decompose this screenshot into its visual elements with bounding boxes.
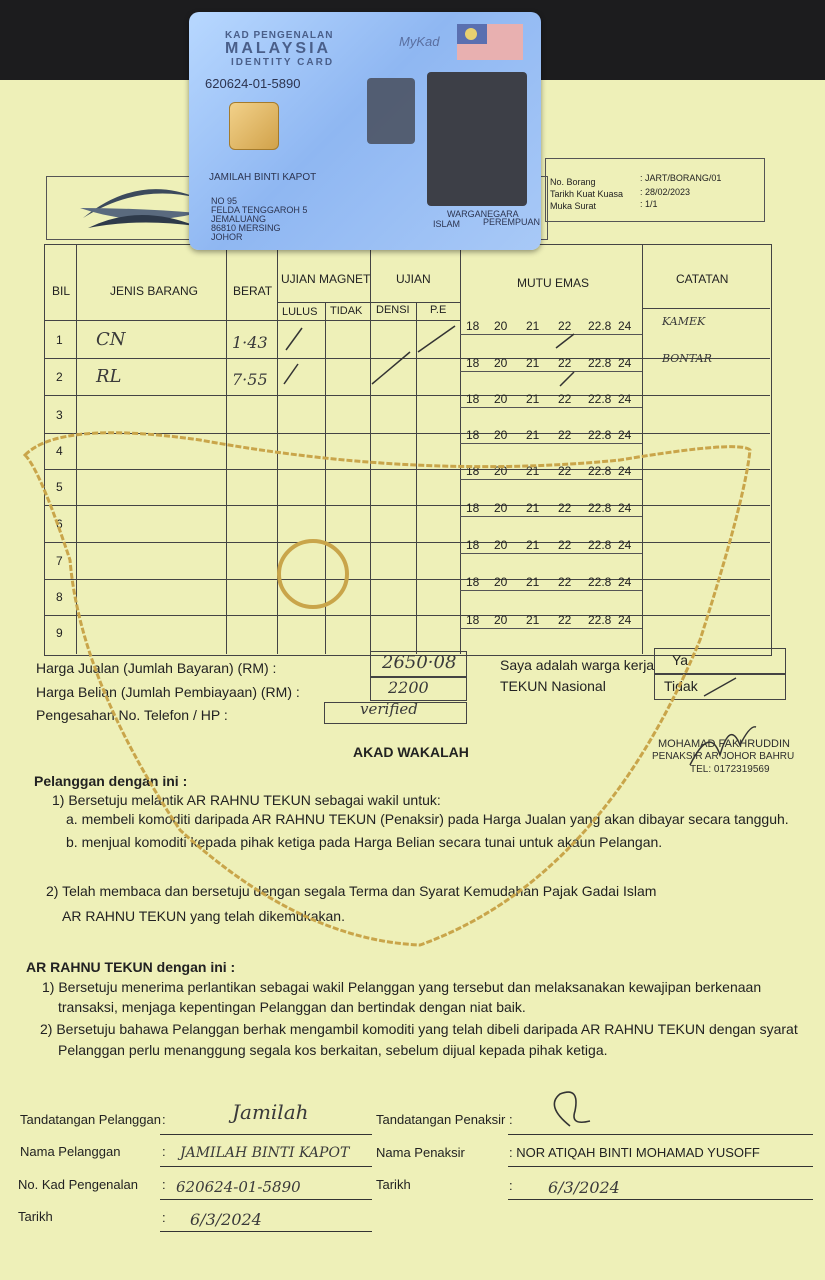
purity-value: 21 xyxy=(526,464,540,478)
harga-jualan-label: Harga Jualan (Jumlah Bayaran) (RM) : xyxy=(36,660,277,676)
header-ujian: UJIAN xyxy=(396,272,431,286)
purity-value: 21 xyxy=(526,356,540,370)
header-tidak: TIDAK xyxy=(330,305,363,317)
purity-value: 24 xyxy=(618,464,632,478)
purity-value: 20 xyxy=(494,392,508,406)
purity-value: 21 xyxy=(526,319,540,333)
muka-surat-value: : 1/1 xyxy=(640,199,658,209)
purity-value: 21 xyxy=(526,392,540,406)
purity-value: 24 xyxy=(618,428,632,442)
chip-icon xyxy=(229,102,279,150)
akad-p1a: a. membeli komoditi daripada AR RAHNU TEKUN (Penaksir) pada Harga Jualan yang akan dibayar secara tangguh. xyxy=(66,811,789,827)
card-header-3: IDENTITY CARD xyxy=(231,57,335,68)
nama-pelanggan-value: JAMILAH BINTI KAPOT xyxy=(180,1145,350,1161)
tarikh-penaksir-label: Tarikh xyxy=(376,1177,411,1192)
tarikh-penaksir-value: 6/3/2024 xyxy=(548,1178,620,1197)
purity-value: 18 xyxy=(466,356,480,370)
purity-value: 21 xyxy=(526,538,540,552)
tarikh-kuat-kuasa-value: : 28/02/2023 xyxy=(640,187,691,197)
header-densi: DENSI xyxy=(376,304,410,316)
header-ujian-magnet: UJIAN MAGNET xyxy=(281,272,371,286)
purity-value: 20 xyxy=(494,575,508,589)
colon-1: : xyxy=(162,1112,166,1127)
ic-number: 620624-01-5890 xyxy=(205,76,301,91)
purity-value: 22 xyxy=(558,501,572,515)
row-bil: 4 xyxy=(56,444,63,458)
row-bil: 3 xyxy=(56,408,63,422)
akad-p1: 1) Bersetuju melantik AR RAHNU TEKUN sebagai wakil untuk: xyxy=(52,792,441,808)
harga-belian-label: Harga Belian (Jumlah Pembiayaan) (RM) : xyxy=(36,684,300,700)
purity-value: 22.8 xyxy=(588,575,612,589)
colon-4: : xyxy=(162,1210,166,1225)
purity-value: 22 xyxy=(558,464,572,478)
akad-title: AKAD WAKALAH xyxy=(353,744,469,760)
purity-value: 24 xyxy=(618,356,632,370)
header-catatan: CATATAN xyxy=(676,272,729,286)
pelanggan-heading: Pelanggan dengan ini : xyxy=(34,773,188,789)
header-jenis-barang: JENIS BARANG xyxy=(110,284,199,298)
muka-surat-label: Muka Surat xyxy=(550,201,597,211)
malaysia-flag-icon xyxy=(457,24,523,60)
purity-value: 22.8 xyxy=(588,319,612,333)
purity-value: 22 xyxy=(558,356,572,370)
purity-value: 18 xyxy=(466,501,480,515)
address-line-2: FELDA TENGGAROH 5 xyxy=(211,205,308,215)
purity-value: 18 xyxy=(466,392,480,406)
purity-value: 18 xyxy=(466,319,480,333)
akad-p2a: 2) Telah membaca dan bersetuju dengan segala Terma dan Syarat Kemudahan Pajak Gadai Islam xyxy=(46,883,657,899)
header-mutu-emas: MUTU EMAS xyxy=(517,276,589,290)
akad-p1b: b. menjual komoditi kepada pihak ketiga pada Harga Belian secara tunai untuk akaun Pelangan. xyxy=(66,834,663,850)
purity-value: 20 xyxy=(494,613,508,627)
purity-value: 24 xyxy=(618,501,632,515)
mykad-label: MyKad xyxy=(399,34,440,49)
row-bil: 8 xyxy=(56,590,63,604)
row-bil: 1 xyxy=(56,333,63,347)
address-line-3: JEMALUANG xyxy=(211,214,267,224)
row-jenis: CN xyxy=(96,329,126,350)
purity-value: 20 xyxy=(494,464,508,478)
purity-value: 24 xyxy=(618,319,632,333)
purity-value: 24 xyxy=(618,575,632,589)
card-header-1: KAD PENGENALAN xyxy=(225,30,334,41)
purity-value: 18 xyxy=(466,538,480,552)
pengesahan-value: verified xyxy=(360,700,418,718)
stamp-phone: TEL: 0172319569 xyxy=(690,764,770,775)
colon-2: : xyxy=(162,1144,166,1159)
warga-kerja-line1: Saya adalah warga kerja xyxy=(500,657,655,673)
purity-value: 18 xyxy=(466,428,480,442)
purity-value: 22.8 xyxy=(588,538,612,552)
row-catatan: KAMEK xyxy=(662,315,706,328)
purity-value: 22 xyxy=(558,538,572,552)
gender: PEREMPUAN xyxy=(483,217,541,227)
colon-5: : xyxy=(509,1112,513,1127)
purity-value: 22.8 xyxy=(588,392,612,406)
religion: ISLAM xyxy=(433,219,461,229)
nama-penaksir-value: : NOR ATIQAH BINTI MOHAMAD YUSOFF xyxy=(509,1145,760,1160)
address-line-4: 86810 MERSING xyxy=(211,223,281,233)
purity-value: 20 xyxy=(494,319,508,333)
akad-r1b: transaksi, menjaga kepentingan Pelanggan dan bertindak dengan niat baik. xyxy=(58,999,526,1015)
harga-jualan-value: 2650·08 xyxy=(382,652,457,673)
akad-p2b: AR RAHNU TEKUN yang telah dikemukakan. xyxy=(62,908,345,924)
purity-value: 24 xyxy=(618,392,632,406)
akad-r1a: 1) Bersetuju menerima perlantikan sebagai wakil Pelanggan yang tersebut dan melaksanakan kewajipan berkenaan xyxy=(42,979,762,995)
purity-value: 22.8 xyxy=(588,464,612,478)
no-borang-label: No. Borang xyxy=(550,177,596,187)
ghost-photo xyxy=(367,78,415,144)
row-bil: 2 xyxy=(56,370,63,384)
tt-penaksir-label: Tandatangan Penaksir xyxy=(376,1112,506,1127)
purity-value: 21 xyxy=(526,613,540,627)
purity-value: 24 xyxy=(618,613,632,627)
address-line-1: NO 95 xyxy=(211,196,238,206)
purity-value: 18 xyxy=(466,464,480,478)
card-name: JAMILAH BINTI KAPOT xyxy=(209,172,317,183)
no-kad-label: No. Kad Pengenalan xyxy=(18,1177,138,1192)
purity-value: 20 xyxy=(494,538,508,552)
card-header-2: MALAYSIA xyxy=(225,40,332,57)
colon-3: : xyxy=(162,1177,166,1192)
row-bil: 9 xyxy=(56,626,63,640)
harga-belian-value: 2200 xyxy=(388,678,429,697)
stamp-name: MOHAMAD FAKHRUDDIN xyxy=(658,738,791,750)
purity-value: 22.8 xyxy=(588,613,612,627)
row-jenis: RL xyxy=(96,366,122,387)
purity-value: 22.8 xyxy=(588,501,612,515)
id-photo xyxy=(427,72,527,206)
purity-value: 18 xyxy=(466,613,480,627)
address-line-5: JOHOR xyxy=(211,232,243,242)
purity-value: 20 xyxy=(494,501,508,515)
header-lulus: LULUS xyxy=(282,306,318,318)
citizenship: WARGANEGARA xyxy=(447,209,519,219)
purity-value: 21 xyxy=(526,501,540,515)
warga-kerja-line2: TEKUN Nasional xyxy=(500,678,606,694)
rahnu-heading: AR RAHNU TEKUN dengan ini : xyxy=(26,959,236,975)
tt-pelanggan-label: Tandatangan Pelanggan xyxy=(20,1112,161,1127)
colon-6: : xyxy=(509,1178,513,1193)
identity-card xyxy=(189,12,541,250)
header-berat: BERAT xyxy=(233,284,273,298)
purity-value: 22.8 xyxy=(588,356,612,370)
purity-value: 20 xyxy=(494,356,508,370)
purity-value: 22 xyxy=(558,613,572,627)
stamp-title: PENAKSIR AR JOHOR BAHRU xyxy=(652,751,795,762)
tarikh-value: 6/3/2024 xyxy=(190,1210,262,1229)
row-berat: 1·43 xyxy=(232,333,268,352)
nama-pelanggan-label: Nama Pelanggan xyxy=(20,1144,121,1159)
purity-value: 22 xyxy=(558,428,572,442)
purity-value: 22 xyxy=(558,575,572,589)
akad-r2a: 2) Bersetuju bahawa Pelanggan berhak mengambil komoditi yang telah dibeli daripada AR RAHNU TEKUN dengan syarat xyxy=(40,1021,798,1037)
row-berat: 7·55 xyxy=(232,370,268,389)
no-borang-value: : JART/BORANG/01 xyxy=(640,173,722,183)
tt-pelanggan-value: Jamilah xyxy=(232,1100,309,1124)
header-pe: P.E xyxy=(430,304,447,316)
tarikh-kuat-kuasa-label: Tarikh Kuat Kuasa xyxy=(550,189,624,199)
tidak-label: Tidak xyxy=(664,678,698,694)
purity-value: 21 xyxy=(526,428,540,442)
no-kad-value: 620624-01-5890 xyxy=(176,1178,301,1196)
akad-r2b: Pelanggan perlu menanggung segala kos berkaitan, sebelum dijual kepada pihak ketiga. xyxy=(58,1042,608,1058)
header-bil: BIL xyxy=(52,284,71,298)
row-bil: 6 xyxy=(56,517,63,531)
row-bil: 5 xyxy=(56,480,63,494)
purity-value: 22.8 xyxy=(588,428,612,442)
purity-value: 24 xyxy=(618,538,632,552)
purity-value: 20 xyxy=(494,428,508,442)
ya-label: Ya xyxy=(672,652,689,668)
row-catatan: BONTAR xyxy=(662,352,712,365)
pengesahan-label: Pengesahan No. Telefon / HP : xyxy=(36,707,228,723)
row-bil: 7 xyxy=(56,554,63,568)
purity-value: 22 xyxy=(558,319,572,333)
purity-value: 18 xyxy=(466,575,480,589)
tarikh-label: Tarikh xyxy=(18,1209,53,1224)
purity-value: 21 xyxy=(526,575,540,589)
nama-penaksir-label: Nama Penaksir xyxy=(376,1145,465,1160)
purity-value: 22 xyxy=(558,392,572,406)
